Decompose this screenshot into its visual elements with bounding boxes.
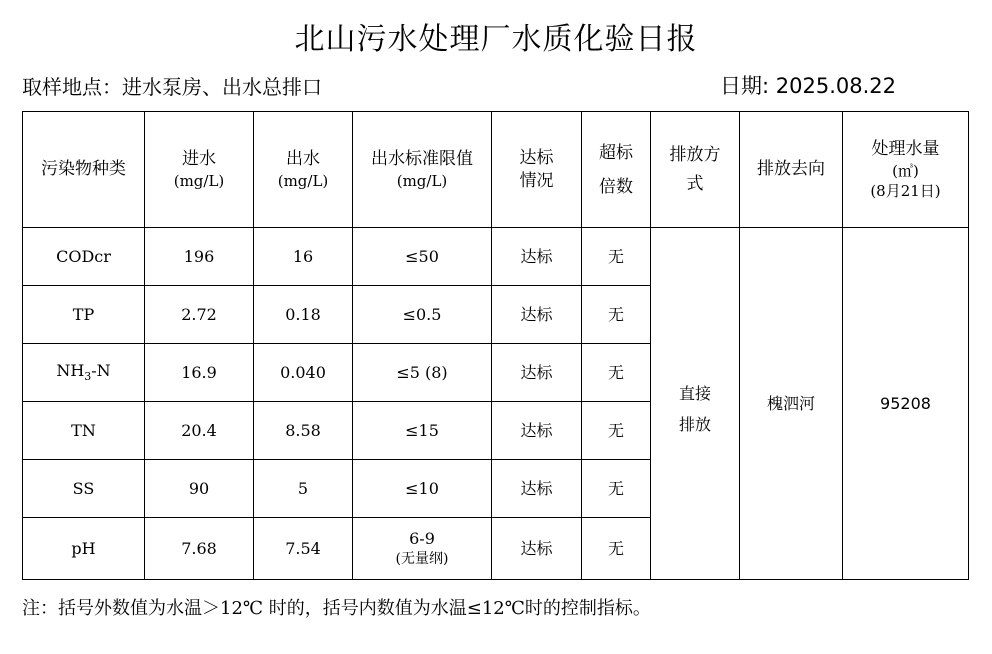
cell-inflow: 7.68 (145, 518, 254, 580)
cell-pollutant: TP (23, 286, 145, 344)
cell-status: 达标 (492, 518, 582, 580)
cell-status: 达标 (492, 228, 582, 286)
cell-limit: ≤15 (353, 402, 492, 460)
cell-limit: 6-9 (无量纲) (353, 518, 492, 580)
cell-limit: ≤10 (353, 460, 492, 518)
header-treated-volume: 处理水量 (㎥) (8月21日) (843, 112, 969, 228)
header-discharge-method: 排放方 式 (651, 112, 740, 228)
header-pollutant: 污染物种类 (23, 112, 145, 228)
cell-outflow: 7.54 (254, 518, 353, 580)
cell-limit: ≤5 (8) (353, 344, 492, 402)
table-header-row (23, 112, 969, 228)
cell-pollutant: $NH_3-N$ (23, 344, 145, 402)
cell-pollutant: SS (23, 460, 145, 518)
cell-status: 达标 (492, 402, 582, 460)
water-quality-table (22, 111, 969, 580)
cell-discharge-method: 直接 排放 (651, 228, 740, 580)
cell-inflow: 16.9 (145, 344, 254, 402)
cell-pollutant: pH (23, 518, 145, 580)
cell-outflow: 5 (254, 460, 353, 518)
footnote: 注：括号外数值为水温＞12℃ 时的，括号内数值为水温≤12℃时的控制指标。 (22, 598, 651, 619)
cell-inflow: 20.4 (145, 402, 254, 460)
sampling-location: 取样地点：进水泵房、出水总排口 (22, 75, 322, 99)
header-exceed: 超标 倍数 (582, 112, 651, 228)
cell-inflow: 196 (145, 228, 254, 286)
cell-exceed: 无 (582, 460, 651, 518)
cell-pollutant: TN (23, 402, 145, 460)
report-date: 日期: 2025.08.22 (720, 74, 896, 98)
cell-inflow: 90 (145, 460, 254, 518)
cell-discharge-destination: 槐泗河 (740, 228, 843, 580)
header-outflow: 出水 (mg/L) (254, 112, 353, 228)
cell-status: 达标 (492, 344, 582, 402)
header-discharge-destination: 排放去向 (740, 112, 843, 228)
header-inflow: 进水 (mg/L) (145, 112, 254, 228)
table-row (23, 228, 969, 286)
cell-outflow: 16 (254, 228, 353, 286)
cell-treated-volume: 95208 (843, 228, 969, 580)
cell-outflow: 0.18 (254, 286, 353, 344)
cell-exceed: 无 (582, 518, 651, 580)
header-limit: 出水标准限值 (mg/L) (353, 112, 492, 228)
cell-exceed: 无 (582, 228, 651, 286)
cell-exceed: 无 (582, 286, 651, 344)
cell-pollutant: CODcr (23, 228, 145, 286)
cell-exceed: 无 (582, 344, 651, 402)
header-status: 达标 情况 (492, 112, 582, 228)
cell-outflow: 0.040 (254, 344, 353, 402)
cell-outflow: 8.58 (254, 402, 353, 460)
cell-inflow: 2.72 (145, 286, 254, 344)
cell-limit: ≤50 (353, 228, 492, 286)
cell-limit: ≤0.5 (353, 286, 492, 344)
cell-status: 达标 (492, 460, 582, 518)
report-title: 北山污水处理厂水质化验日报 (294, 22, 698, 57)
cell-status: 达标 (492, 286, 582, 344)
cell-exceed: 无 (582, 402, 651, 460)
